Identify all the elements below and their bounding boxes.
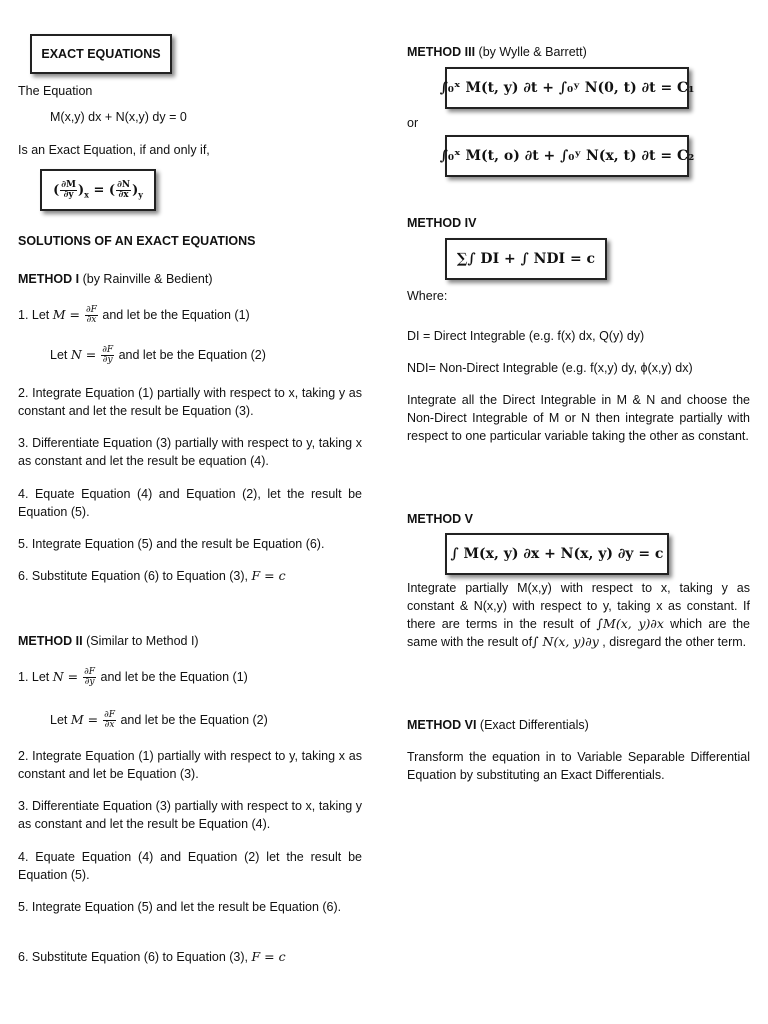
step-prefix: 6. Substitute Equation (6) to Equation (3),	[18, 950, 252, 964]
step-prefix: 6. Substitute Equation (6) to Equation (3),	[18, 569, 252, 583]
step-suffix: and let be the Equation (1)	[98, 308, 250, 322]
method-5-formula: ∫ M(x, y) ∂x + N(x, y) ∂y = c	[445, 533, 669, 575]
method-1-note: (by Rainville & Bedient)	[79, 272, 213, 286]
step-prefix: 1. Let	[18, 670, 53, 684]
step-prefix: 1. Let	[18, 308, 53, 322]
method-6-heading	[407, 716, 750, 734]
step-prefix: Let	[50, 348, 71, 362]
method-5-description	[407, 579, 750, 651]
condition-formula-visual: ( $\frac{\partial M}{\partial y}$ )$_x$ = ( $\frac{\partial N}{\partial x}$ )$_y$	[53, 179, 143, 200]
method-6-description: Transform the equation in to Variable Separable Differential Equation by substituting an Exact Differentials.	[407, 750, 750, 782]
method-2-step-2: 2. Integrate Equation (1) partially with respect to y, taking x as constant and let be Equation (3).	[18, 749, 362, 781]
method-1-title: METHOD I	[18, 272, 80, 286]
desc-part: , disregard the other term.	[598, 635, 747, 649]
exact-condition-text: Is an Exact Equation, if and only if,	[18, 143, 210, 157]
method-2-note: (Similar to Method I)	[82, 634, 199, 648]
method-6-note: (Exact Differentials)	[476, 718, 589, 732]
method-5-heading: METHOD V	[407, 512, 473, 526]
solutions-heading: SOLUTIONS OF AN EXACT EQUATIONS	[18, 234, 256, 248]
method-1-step-1b: Let N = $\frac{\partial F}{\partial y}$ and let be the Equation (2)	[50, 345, 266, 366]
method-4-description: Integrate all the Direct Integrable in M & N and choose the Non-Direct Integrable of M or N then integrate partially with respect to one particular variable taking the other as constant.	[407, 393, 750, 443]
page-title: EXACT EQUATIONS	[30, 34, 172, 74]
method-2-step-1b: Let M = $\frac{\partial F}{\partial x}$ and let be the Equation (2)	[50, 710, 268, 731]
the-equation-label: The Equation	[18, 84, 93, 98]
method-1-heading	[18, 270, 362, 288]
step-math: F = c	[251, 949, 286, 964]
method-2-step-5: 5. Integrate Equation (5) and let the result be Equation (6).	[18, 900, 342, 914]
step-suffix: and let be the Equation (2)	[117, 713, 268, 727]
frac-denominator: ∂y	[102, 355, 113, 366]
method-4-formula: ∑∫ DI + ∫ NDI = c	[445, 238, 607, 280]
method-3-title: METHOD III	[407, 45, 476, 59]
frac-denominator: ∂y	[84, 677, 95, 688]
method-2-step-6	[18, 948, 362, 966]
method-1-step-3: 3. Differentiate Equation (3) partially with respect to y, taking x as constant and let the result be equation (4).	[18, 436, 362, 468]
method-3-note: (by Wylle & Barrett)	[475, 45, 587, 59]
desc-part: Integrate partially M(x,y) with respect to x, taking y as constant & N(x,y) with respect to y, taking x as constant. If there are terms in the result of	[407, 581, 750, 631]
method-2-step-3: 3. Differentiate Equation (3) partially with respect to x, taking y as constant and let the result be Equation (4).	[18, 799, 362, 831]
method-2-step-1: 1. Let N = $\frac{\partial F}{\partial y}$ and let be the Equation (1)	[18, 667, 248, 688]
integral-n: ∫ N(x, y)∂y	[532, 634, 599, 649]
method-2-heading	[18, 632, 362, 650]
method-3-heading	[407, 43, 750, 61]
step-variable: N	[70, 347, 82, 362]
frac-numerator: ∂F	[102, 345, 114, 356]
method-6-title: METHOD VI	[407, 718, 477, 732]
method-1-step-2: 2. Integrate Equation (1) partially with respect to x, taking y as constant and let the result be Equation (3).	[18, 386, 362, 418]
frac-denominator: ∂x	[104, 720, 115, 731]
desc-part: which are the same with the result of	[407, 617, 751, 649]
method-3-formula-2: ∫₀ˣ M(t, o) ∂t + ∫₀ʸ N(x, t) ∂t = C₂	[445, 135, 689, 177]
frac-numerator: ∂F	[85, 305, 97, 316]
method-2-title: METHOD II	[18, 634, 83, 648]
method-1-step-6	[18, 567, 362, 585]
where-label: Where:	[407, 289, 448, 303]
frac-numerator: ∂F	[84, 667, 96, 678]
step-math: F = c	[251, 568, 286, 583]
step-variable: M	[70, 712, 84, 727]
step-prefix: Let	[50, 713, 71, 727]
step-suffix: and let be the Equation (1)	[97, 670, 248, 684]
main-equation: M(x,y) dx + N(x,y) dy = 0	[50, 110, 187, 124]
step-variable: N	[52, 669, 64, 684]
step-variable: M	[52, 307, 66, 322]
exactness-condition-formula	[40, 169, 156, 211]
step-suffix: and let be the Equation (2)	[115, 348, 266, 362]
method-3-formula-1: ∫₀ˣ M(t, y) ∂t + ∫₀ʸ N(0, t) ∂t = C₁	[445, 67, 689, 109]
integral-m: ∫M(x, y)∂x	[596, 616, 664, 631]
frac-numerator: ∂F	[104, 710, 115, 721]
method-2-step-4: 4. Equate Equation (4) and Equation (2) let the result be Equation (5).	[18, 850, 362, 882]
method-1-step-4: 4. Equate Equation (4) and Equation (2), let the result be Equation (5).	[18, 487, 362, 519]
method-4-heading: METHOD IV	[407, 216, 477, 230]
frac-denominator: ∂x	[86, 315, 97, 326]
method-1-step-1: 1. Let M = $\frac{\partial F}{\partial x}$ and let be the Equation (1)	[18, 305, 250, 326]
ndi-definition: NDI= Non-Direct Integrable (e.g. f(x,y) dy, ϕ(x,y) dx)	[407, 361, 693, 375]
method-1-step-5: 5. Integrate Equation (5) and the result be Equation (6).	[18, 537, 325, 551]
or-label: or	[407, 116, 419, 130]
di-definition: DI = Direct Integrable (e.g. f(x) dx, Q(y) dy)	[407, 329, 645, 343]
